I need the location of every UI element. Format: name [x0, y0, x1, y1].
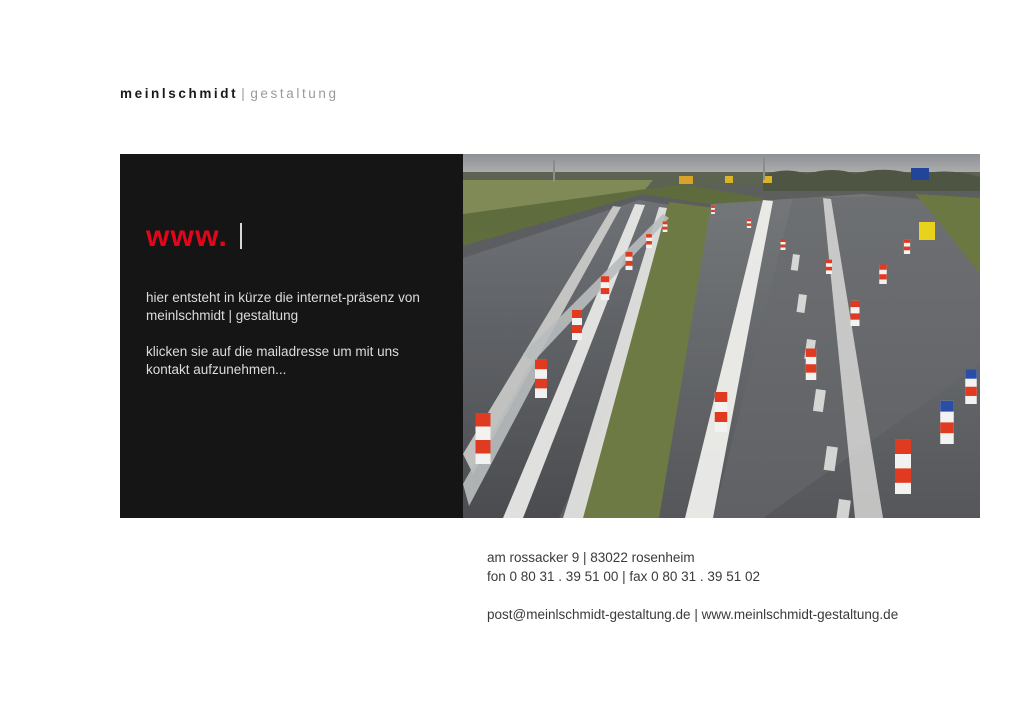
panel-paragraph-1: hier entsteht in kürze die internet-präsenz von meinlschmidt | gestaltung	[146, 290, 420, 323]
contact-block	[487, 548, 898, 624]
panel-headline-text: www.	[146, 220, 229, 253]
motorway-photo-graphic	[463, 154, 980, 518]
contact-email-link[interactable]: post@meinlschmidt-gestaltung.de	[487, 607, 691, 622]
contact-address: am rossacker 9 | 83022 rosenheim	[487, 550, 695, 565]
logo-brand: meinlschmidt	[120, 86, 239, 101]
panel-paragraph-2: klicken sie auf die mailadresse um mit uns kontakt aufzunehmen...	[146, 344, 399, 377]
motorway-photo	[463, 154, 980, 518]
contact-links	[487, 605, 898, 624]
hero-band	[120, 154, 980, 518]
site-logo	[120, 86, 339, 101]
text-cursor-icon	[240, 223, 242, 249]
contact-website-link[interactable]: www.meinlschmidt-gestaltung.de	[701, 607, 899, 622]
logo-separator: |	[241, 86, 248, 101]
contact-link-separator: |	[694, 607, 698, 622]
contact-phone: fon 0 80 31 . 39 51 00 | fax 0 80 31 . 39 51 02	[487, 569, 760, 584]
intro-panel	[120, 154, 463, 518]
panel-headline	[146, 222, 242, 252]
logo-subtitle: gestaltung	[250, 86, 339, 101]
